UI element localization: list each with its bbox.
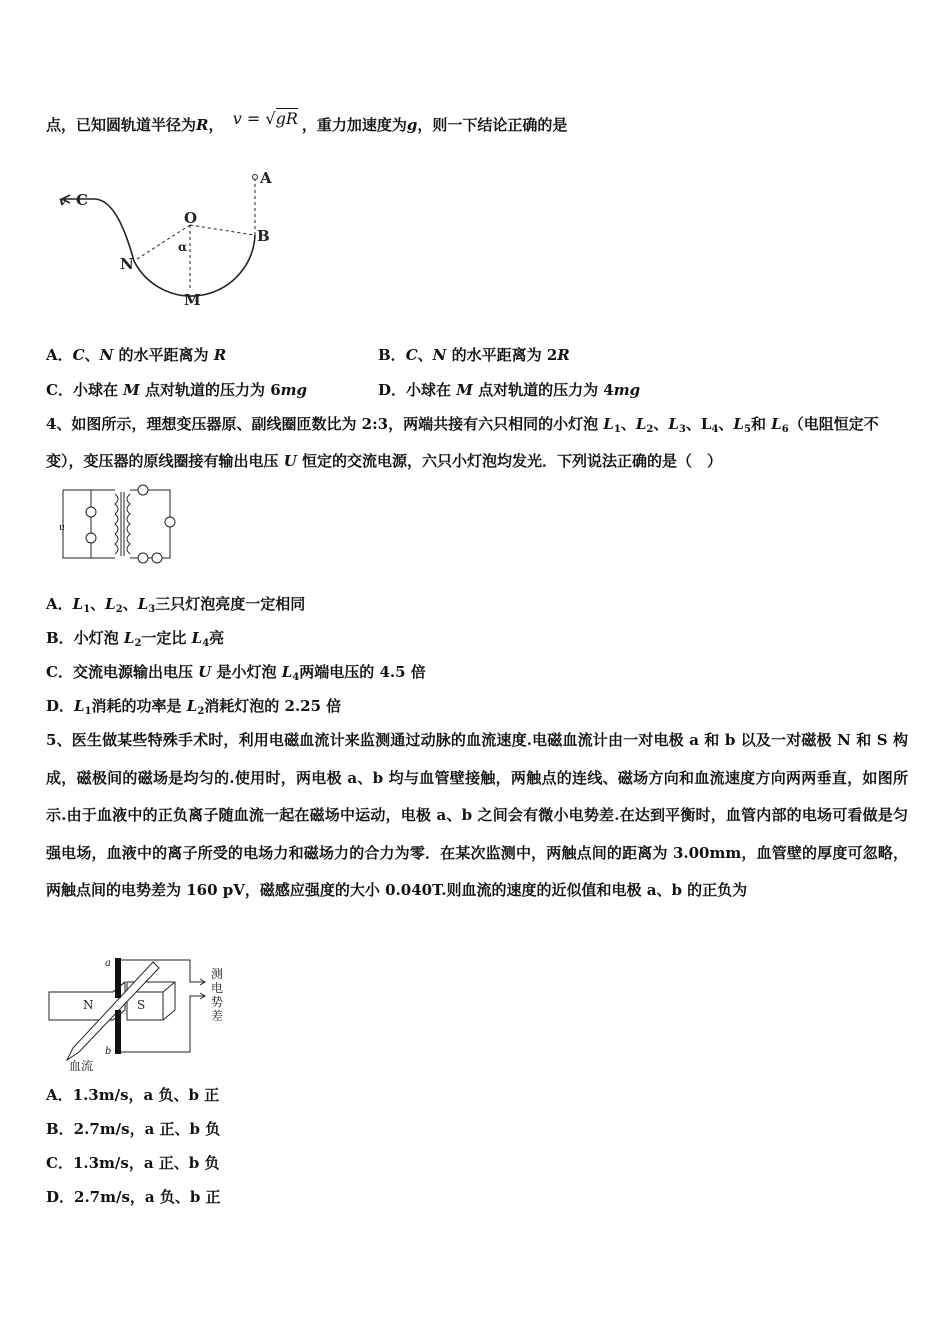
label-a: a <box>105 958 111 969</box>
q4-line1-a: 4、如图所示，理想变压器原、副线圈匝数比为 2:3，两端共接有六只相同的小灯泡 <box>46 415 604 433</box>
label-s: S <box>137 998 146 1012</box>
q4-c-end: 两端电压的 4.5 倍 <box>299 663 426 681</box>
lamp-icon <box>138 485 148 495</box>
label-v: v <box>59 194 66 208</box>
q3-b-mid: 、 <box>417 346 433 364</box>
q4-c-mid: 是小灯泡 <box>211 663 282 681</box>
q4-b-end: 亮 <box>209 629 225 647</box>
q3-a-text: 的水平距离为 <box>113 346 214 364</box>
q3-sep: ， <box>208 116 224 134</box>
q3-formula: v = √gR <box>232 109 298 128</box>
q4-l1: L <box>603 415 614 433</box>
label-measure-3: 势 <box>211 995 224 1009</box>
q3-stem-c: ，则一下结论正确的是 <box>417 116 568 134</box>
q3-stem <box>46 109 568 135</box>
label-o: O <box>184 209 198 227</box>
q3-a-n: N <box>99 346 114 364</box>
lamp-icon <box>138 553 148 563</box>
q4-option-c <box>46 662 426 688</box>
q3-option-c <box>46 380 307 400</box>
q4-c-u: U <box>198 663 212 681</box>
label-u: u <box>59 523 65 533</box>
q5-option-c: C．1.3m/s，a 正、b 负 <box>46 1154 220 1172</box>
q3-b-n: N <box>432 346 447 364</box>
q4-a-s2: 2 <box>115 604 123 615</box>
q4-l4: L <box>700 415 712 433</box>
label-n: N <box>83 998 94 1012</box>
q4-c-pre: C．交流电源输出电压 <box>46 663 199 681</box>
q3-d-pre: D．小球在 <box>378 381 457 399</box>
q4-a-pre: A． <box>46 595 73 613</box>
q4-option-d <box>46 696 341 722</box>
lamp-icon <box>86 533 96 543</box>
q3-c-pre: C．小球在 <box>46 381 124 399</box>
q3-b-r: R <box>557 346 570 364</box>
q4-stem-line1 <box>46 414 879 440</box>
q4-d-s2: 2 <box>197 706 205 717</box>
q3-a-c: C <box>72 346 85 364</box>
secondary-wire <box>130 490 170 558</box>
q4-a-sep1: 、 <box>90 595 106 613</box>
formula-v: v <box>232 109 242 128</box>
q4-s1: 1 <box>613 424 621 435</box>
label-measure-1: 测 <box>211 967 224 981</box>
q4-a-s1: 1 <box>83 604 91 615</box>
q3-option-a <box>46 345 226 365</box>
q3-option-b <box>378 345 570 365</box>
q3-c-m: M <box>123 381 140 399</box>
q4-d-l2: L <box>186 697 198 715</box>
q4-l3: L <box>668 415 679 433</box>
q4-line2-a: 变），变压器的原线圈接有输出电压 <box>46 452 284 470</box>
formula-eq: = <box>246 109 261 128</box>
q4-sep2: 、 <box>653 415 669 433</box>
q3-a-mid: 、 <box>84 346 100 364</box>
q4-s2: 2 <box>646 424 654 435</box>
label-measure-2: 电 <box>211 981 224 995</box>
q3-b-pre: B． <box>378 346 406 364</box>
q4-option-a <box>46 594 305 620</box>
secondary-coil <box>127 494 130 554</box>
q3-d-m: M <box>456 381 473 399</box>
lamp-icon <box>165 517 175 527</box>
q4-and: 和 <box>750 415 772 433</box>
q4-sep4: 、 <box>718 415 734 433</box>
q4-option-b <box>46 628 224 654</box>
ball-a <box>253 175 258 180</box>
q4-transformer-figure <box>55 484 180 564</box>
q4-d-pre: D． <box>46 697 75 715</box>
track-curve <box>94 199 134 261</box>
label-m: M <box>184 291 201 309</box>
q4-b-mid: 一定比 <box>141 629 192 647</box>
q3-d-text: 点对轨道的压力为 4 <box>472 381 614 399</box>
lamp-icon <box>86 507 96 517</box>
label-b: b <box>105 1046 112 1057</box>
q4-a-text: 三只灯泡亮度一定相同 <box>155 595 306 613</box>
radius-ob <box>190 225 254 235</box>
q5-stem: 5、医生做某些特殊手术时，利用电磁血流计来监测通过动脉的血流速度.电磁血流计由一对电极 a 和 b 以及一对磁极 N 和 S 构成，磁极间的磁场是均匀的.使用时，两电极 a、b 均与血管壁接触，两触点的连线、磁场方向和血流速度方向两两垂直，如图所示.由于血液中的正负离子随血流一起在磁场中运动，电极 a、b 之间会有微小电势差.在达到平衡时，血管内部的电场可看做是匀强电场，血液中的离子所受的电场力和磁场力的合力为零．在某次监测中，两触点间的距离为 3.00mm，血管壁的厚度可忽略，两触点间的电势差为 160 pV，磁感应强度的大小 0.040T.则血流的速度的近似值和电极 a、b 的正负为 <box>46 731 908 899</box>
electrode-b <box>115 1010 121 1054</box>
q3-g: g <box>406 116 418 134</box>
q3-track-figure <box>50 165 290 315</box>
wire-a <box>121 960 205 982</box>
formula-gr: gR <box>275 109 298 128</box>
q3-option-d <box>378 380 640 400</box>
primary-wire <box>63 490 115 558</box>
q4-s4: 4 <box>711 424 719 435</box>
q4-a-l1: L <box>72 595 84 613</box>
q4-d-end: 消耗灯泡的 2.25 倍 <box>204 697 342 715</box>
lamp-icon <box>152 553 162 563</box>
q4-c-l4: L <box>281 663 293 681</box>
label-c: C <box>76 191 88 209</box>
track-circle <box>134 235 255 296</box>
q4-b-l2: L <box>123 629 135 647</box>
q4-s3: 3 <box>678 424 686 435</box>
q4-sep3: 、 <box>685 415 701 433</box>
label-measure-4: 差 <box>211 1009 224 1023</box>
q5-option-d: D．2.7m/s，a 负、b 正 <box>46 1188 221 1206</box>
q4-a-l2: L <box>105 595 116 613</box>
q3-a-pre: A． <box>46 346 73 364</box>
q3-radius: R <box>196 116 209 134</box>
q3-b-c: C <box>405 346 418 364</box>
q4-b-l4: L <box>191 629 203 647</box>
q4-c-s4: 4 <box>292 672 300 683</box>
q4-line1-end: （电阻恒定不 <box>788 415 879 433</box>
q4-l6: L <box>771 415 782 433</box>
q4-b-s4: 4 <box>202 638 210 649</box>
q4-s5: 5 <box>743 424 751 435</box>
q3-b-text: 的水平距离为 2 <box>446 346 558 364</box>
q3-stem-b: ，重力加速度为 <box>301 116 407 134</box>
primary-coil <box>115 494 118 554</box>
q4-b-s2: 2 <box>134 638 142 649</box>
q4-a-s3: 3 <box>148 604 156 615</box>
q3-a-r: R <box>213 346 227 364</box>
q4-u: U <box>283 452 297 470</box>
q4-l5: L <box>733 415 744 433</box>
q4-stem-line2 <box>46 451 722 471</box>
q3-c-text: 点对轨道的压力为 6 <box>139 381 281 399</box>
q4-line2-b: 恒定的交流电源，六只小灯泡均发光．下列说法正确的是（ ） <box>296 452 723 470</box>
q4-b-pre: B．小灯泡 <box>46 629 124 647</box>
q4-sep1: 、 <box>620 415 636 433</box>
q3-d-mg: mg <box>613 381 641 399</box>
q5-flowmeter-figure <box>45 952 245 1074</box>
label-a: A <box>260 169 272 187</box>
q3-c-mg: mg <box>280 381 308 399</box>
label-alpha: α <box>178 240 188 254</box>
label-b: B <box>257 227 270 245</box>
label-blood: 血流 <box>69 1059 94 1073</box>
q4-a-l3: L <box>137 595 149 613</box>
q4-s6: 6 <box>781 424 789 435</box>
q4-d-s1: 1 <box>84 706 92 717</box>
electrode-a <box>115 958 121 998</box>
q5-option-b: B．2.7m/s，a 正、b 负 <box>46 1120 221 1138</box>
q4-d-l1: L <box>74 697 85 715</box>
q4-l2: L <box>635 415 647 433</box>
q5-option-a: A．1.3m/s，a 负、b 正 <box>46 1086 220 1104</box>
q4-a-sep2: 、 <box>122 595 138 613</box>
q3-stem-a: 点，已知圆轨道半径为 <box>46 116 197 134</box>
q4-d-mid: 消耗的功率是 <box>91 697 187 715</box>
label-n: N <box>120 255 134 273</box>
